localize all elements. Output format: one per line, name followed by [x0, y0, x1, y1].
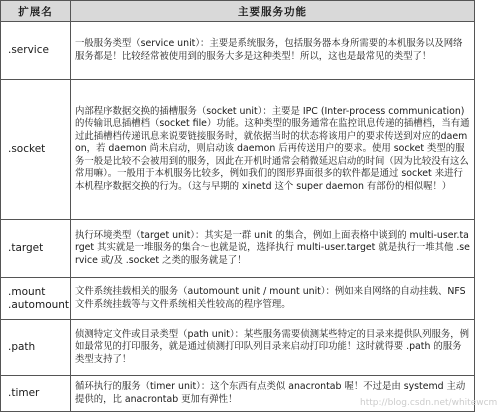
row-description: 内部程序数据交换的插槽服务（socket unit）：主要是 IPC (Inter-process communication) 的传输讯息插槽档（socket file）功能。这种类型的服务通常在监控讯息传递的插槽档，当有通过此插槽档传递讯息来说要链接服务时，就依据当时的状态将该用户的要求传送到对应的daemon，若 daemon 尚未启动，则启动该 daemon 后再传送用户的要求。使用 socket 类型的服务一般是比较不会被用到的服务，因此在开机时通常会稍微延迟启动的时间（因为比较没有这么常用嘛）。一般用于本机服务比较多，例如我们的图形界面很多的软件都是通过 socket 来进行本机程序数据交换的行为。（这与早期的 xinetd 这个 super daemon 有部份的相似喔！）: [71, 80, 475, 220]
extension-label: .path: [8, 341, 36, 354]
table-row: [1, 22, 475, 80]
extension-label: .mount: [8, 286, 46, 299]
row-description: 侦测特定文件或目录类型（path unit）：某些服务需要侦测某些特定的目录来提供队列服务，例如最常见的打印服务，就是通过侦测打印队列目录来启动打印功能！这时就得要 .path 的服务类型支持了！: [71, 320, 475, 376]
row-description: 文件系统挂载相关的服务（automount unit / mount unit）：例如来自网络的自动挂载、NFS 文件系统挂载等与文件系统相关性较高的程序管理。: [71, 278, 475, 320]
extension-label: .socket: [8, 143, 46, 156]
extension-label: .timer: [8, 387, 40, 400]
table-header-row: [1, 1, 475, 22]
row-extension: [1, 278, 71, 320]
table-row: [1, 80, 475, 220]
row-extension: [1, 376, 71, 412]
row-extension: [1, 80, 71, 220]
row-description: 执行环境类型（target unit）：其实是一群 unit 的集合，例如上面表格中谈到的 multi-user.target 其实就是一堆服务的集合～也就是说，选择执行 multi-user.target 就是执行一堆其他 .service 或/及 .socket 之类的服务就是了！: [71, 220, 475, 278]
extension-label-secondary: .automount: [8, 298, 70, 311]
extension-label: .target: [8, 242, 44, 255]
table-row: [1, 278, 475, 320]
row-extension: [1, 22, 71, 80]
row-extension: [1, 320, 71, 376]
row-extension: [1, 220, 71, 278]
header-extension: 扩展名: [1, 1, 71, 22]
row-description: 循环执行的服务（timer unit）：这个东西有点类似 anacrontab 喔！不过是由 systemd 主动提供的，比 anacrontab 更加有弹性！: [71, 376, 475, 412]
table-row: [1, 320, 475, 376]
table-row: [1, 220, 475, 278]
extension-label: .service: [8, 44, 49, 57]
header-function: 主要服务功能: [71, 1, 475, 22]
watermark: http://blog.csdn.net/whitewcm: [360, 398, 497, 408]
row-description: 一般服务类型（service unit）：主要是系统服务，包括服务器本身所需要的本机服务以及网络服务都是！比较经常被使用到的服务大多是这种类型！所以，这也是最常见的类型了！: [71, 22, 475, 80]
